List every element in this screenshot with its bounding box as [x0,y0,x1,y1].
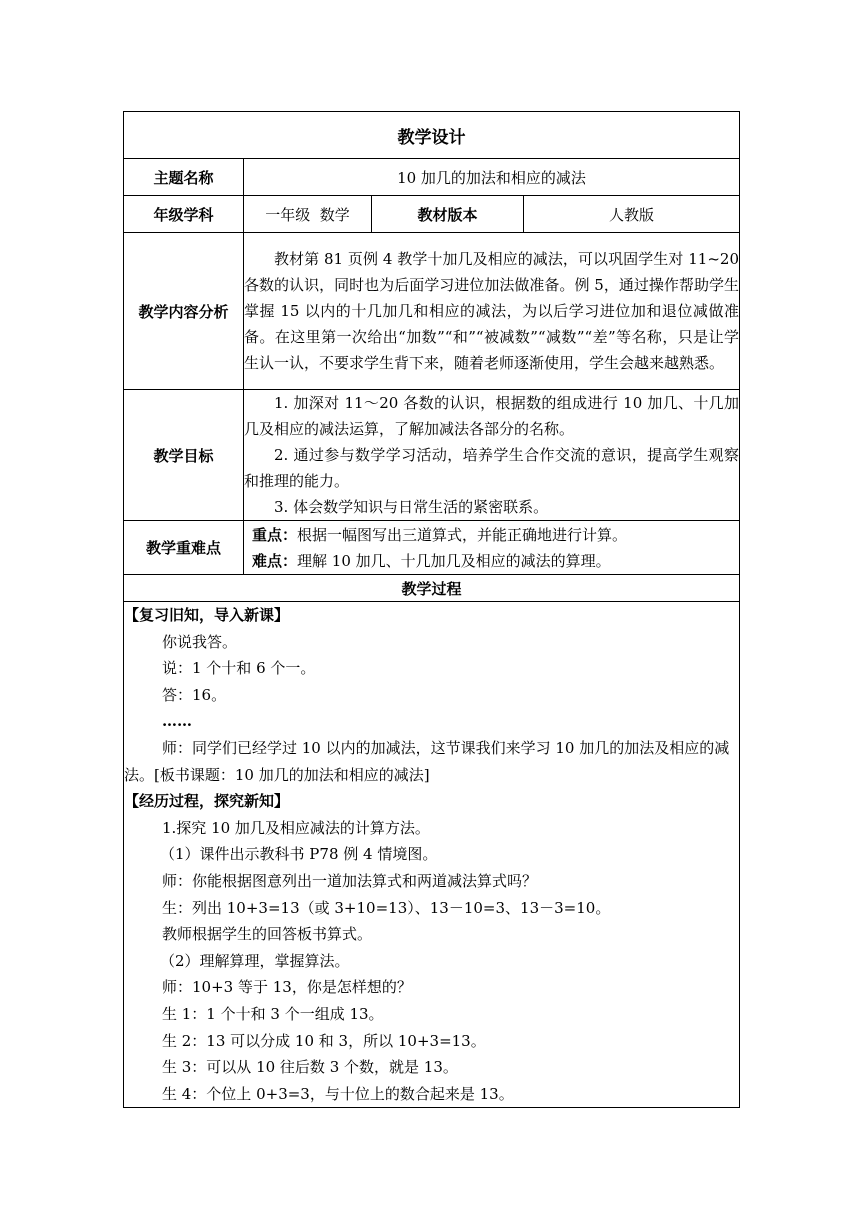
key-point-label: 重点： [252,525,298,544]
hard-point-text: 理解 10 加几、十几加几及相应的减法的算理。 [297,551,611,570]
teacher-intro-text: 师：同学们已经学过 10 以内的加减法，这节课我们来学习 10 加几的加法及相应的减法。[板书课题：10 加几的加法和相应的减法] [124,738,730,784]
analysis-label: 教学内容分析 [124,233,244,390]
hard-point-label: 难点： [252,551,298,570]
objectives-label: 教学目标 [124,390,244,521]
grade-label: 年级学科 [124,196,244,233]
process-line: 生 4：个位上 0+3=3，与十位上的数合起来是 13。 [162,1084,514,1103]
process-line: 师：你能根据图意列出一道加法算式和两道减法算式吗？ [162,871,538,890]
process-line: 师：10+3 等于 13，你是怎样想的？ [162,978,412,997]
objectives-cell [244,390,740,521]
process-line: 生 1：1 个十和 3 个一组成 13。 [162,1004,384,1023]
grade-value: 一年级 数学 [244,196,372,233]
process-line: 1.探究 10 加几及相应减法的计算方法。 [162,818,430,837]
topic-label: 主题名称 [124,159,244,196]
topic-value: 10 加几的加法和相应的减法 [244,159,740,196]
process-line: 教师根据学生的回答板书算式。 [162,925,373,944]
section-title: 【复习旧知，导入新课】 [124,606,290,624]
process-line: 你说我答。 [162,632,238,651]
analysis-text: 教材第 81 页例 4 教学十加几及相应的减法，可以巩固学生对 11~20 各数的认识，同时也为后面学习进位加法做准备。例 5，通过操作帮助学生掌握 15 以内的十几加几和相应的减法，为以后学习进位加和退位减做准备。在这里第一次给出“加数”“和”“被减数”“减数”“差”等名称，只是让学生认一认，不要求学生背下来，随着老师逐渐使用，学生会越来越熟悉。 [244,250,739,372]
difficulty-label: 教学重难点 [124,521,244,575]
process-line: （2）理解算理，掌握算法。 [160,951,350,970]
analysis-cell [244,233,740,390]
process-line: …… [162,712,192,731]
process-line: 生 3：可以从 10 往后数 3 个数，就是 13。 [162,1058,458,1077]
process-line: 说：1 个十和 6 个一。 [162,659,316,678]
objective-item: 1. 加深对 11～20 各数的认识，根据数的组成进行 10 加几、十几加几及相应的减法运算，了解加减法各部分的名称。 [244,394,739,438]
key-point-text: 根据一幅图写出三道算式，并能正确地进行计算。 [297,525,628,544]
section-title: 【经历过程，探究新知】 [124,792,290,811]
process-line: 生 2：13 可以分成 10 和 3，所以 10+3=13。 [162,1031,486,1050]
process-header: 教学过程 [124,575,740,602]
process-line: 生：列出 10+3=13（或 3+10=13）、13－10=3、13－3=10。 [162,898,611,917]
difficulty-cell [244,521,740,575]
objective-item: 2. 通过参与数学学习活动，培养学生合作交流的意识，提高学生观察和推理的能力。 [244,446,739,490]
process-line: （1）课件出示教科书 P78 例 4 情境图。 [160,845,438,864]
process-cell [124,602,740,1108]
objective-item: 3. 体会数学知识与日常生活的紧密联系。 [274,498,549,516]
lesson-plan-table [123,111,740,1108]
edition-label: 教材版本 [372,196,524,233]
edition-value: 人教版 [524,196,740,233]
page-title: 教学设计 [124,112,740,159]
process-line: 答：16。 [162,685,227,704]
